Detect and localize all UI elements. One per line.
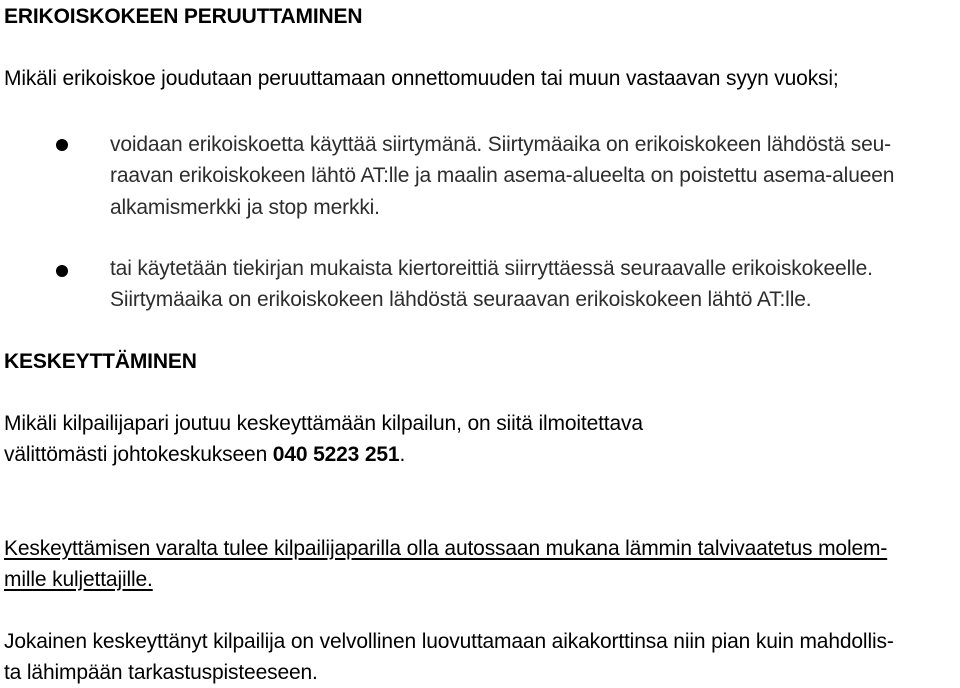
para3-line1: Jokainen keskeyttänyt kilpailija on velvollinen luovuttamaan aikakorttinsa niin pian kuin mahdollis- [4,630,894,653]
section-title-peruuttaminen: ERIKOISKOKEEN PERUUTTAMINEN [4,5,363,28]
bullet1-line3: alkamismerkki ja stop merkki. [110,196,380,219]
para3-line2: ta lähimpään tarkastuspisteeseen. [4,661,318,684]
section-title-keskeyttaminen: KESKEYTTÄMINEN [4,350,197,373]
bullet2-line2: Siirtymäaika on erikoiskokeen lähdöstä seuraavan erikoiskokeen lähtö AT:lle. [110,288,812,311]
para1-line1: Mikäli kilpailijapari joutuu keskeyttämään kilpailun, on siitä ilmoitettava [4,412,643,435]
para1-line2 [4,440,405,470]
bullet1-line2: raavan erikoiskokeen lähtö AT:lle ja maalin asema-alueelta on poistettu asema-alueen [110,164,895,187]
intro-paragraph: Mikäli erikoiskoe joudutaan peruuttamaan onnettomuuden tai muun vastaavan syyn vuoksi; [4,67,839,90]
para2-line2: mille kuljettajille. [4,568,153,591]
bullet2-line1: tai käytetään tiekirjan mukaista kiertoreittiä siirryttäessä seuraavalle erikoiskokeelle. [110,257,873,280]
phone-number: 040 5223 251 [272,443,400,466]
bullet-icon [56,265,68,277]
bullet1-line1: voidaan erikoiskoetta käyttää siirtymänä. Siirtymäaika on erikoiskokeen lähdöstä seu- [110,133,891,156]
para1-line2-prefix: välittömästi johtokeskukseen [4,443,273,466]
para1-line2-suffix: . [399,443,406,466]
bullet-icon [56,139,68,151]
para2-line1: Keskeyttämisen varalta tulee kilpailijaparilla olla autossaan mukana lämmin talvivaatetus molem- [4,537,888,560]
